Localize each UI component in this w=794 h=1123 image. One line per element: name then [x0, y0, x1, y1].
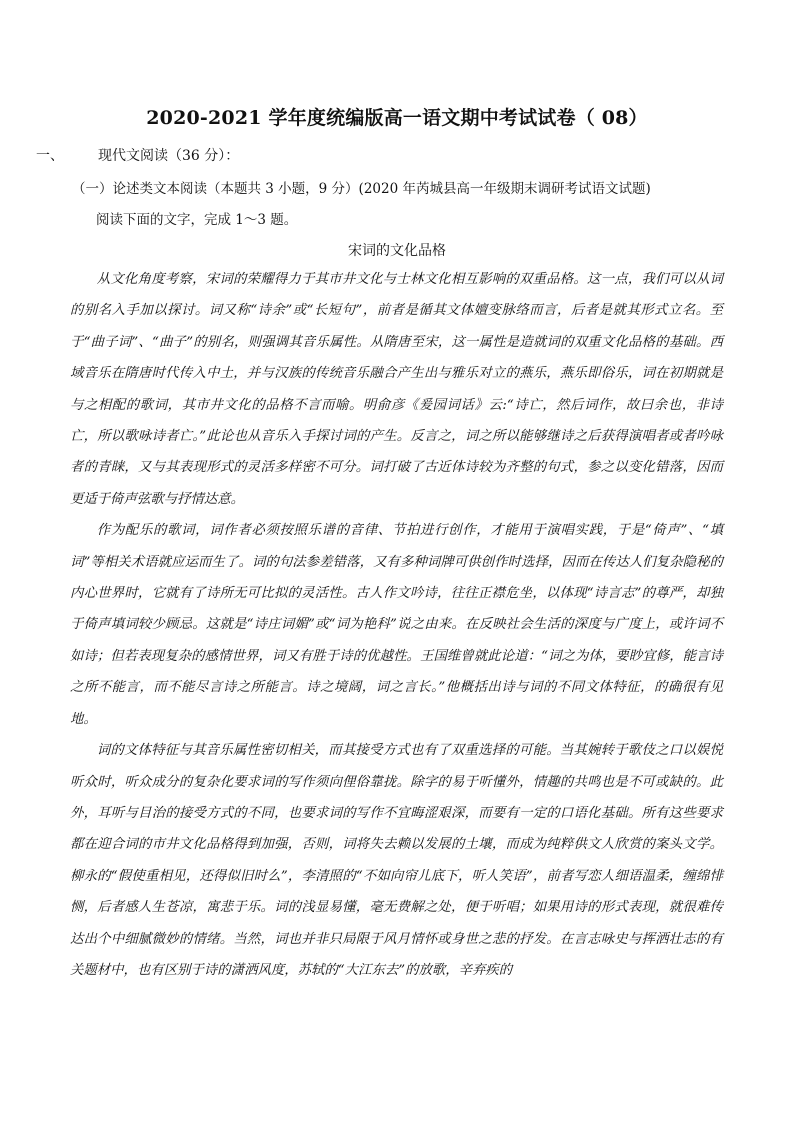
section-heading	[36, 145, 239, 165]
article-paragraph: 词的文体特征与其音乐属性密切相关，而其接受方式也有了双重选择的可能。当其婉转于歌伎之口以娱悦听众时，听众成分的复杂化要求词的写作须向俚俗靠拢。除字的易于听懂外，情趣的共鸣也是不可或缺的。此外，耳听与目治的接受方式的不同，也要求词的写作不宜晦涩艰深，而要有一定的口语化基础。所有这些要求都在迎合词的市井文化品格得到加强，否则，词将失去赖以发展的土壤，而成为纯粹供文人欣赏的案头文学。柳永的“假使重相见，还得似旧时么”，李清照的“不如向帘儿底下，听人笑语”，前者写恋人细语温柔，缠绵悱恻，后者感人生苍凉，寓悲于乐。词的浅显易懂，毫无费解之处，便于听唱；如果用诗的形式表现，就很难传达出个中细腻微妙的情绪。当然，词也并非只局限于风月情怀或身世之悲的抒发。在言志咏史与挥洒壮志的有关题材中，也有区别于诗的潇洒风度，苏轼的“大江东去”的放歌，辛弃疾的	[70, 743, 723, 978]
document-title: 2020-2021 学年度统编版高一语文期中考试试卷（ 08）	[146, 107, 648, 129]
article-paragraph: 从文化角度考察，宋词的荣耀得力于其市井文化与士林文化相互影响的双重品格。这一点，我们可以从词的别名入手加以探讨。词又称“诗余”或“长短句”，前者是循其文体嬗变脉络而言，后者是就其形式立名。至于“曲子词”、“曲子”的别名，则强调其音乐属性。从隋唐至宋，这一属性是造就词的双重文化品格的基础。西域音乐在隋唐时代传入中土，并与汉族的传统音乐融合产生出与雅乐对立的燕乐，燕乐即俗乐，词在初期就是与之相配的歌词，其市井文化的品格不言而喻。明俞彦《爰园词话》云:“诗亡，然后词作，故曰余也，非诗亡，所以歌咏诗者亡。”此论也从音乐入手探讨词的产生。反言之，词之所以能够继诗之后获得演唱者或者吟咏者的青睐，又与其表现形式的灵活多样密不可分。词打破了古近体诗较为齐整的句式，参之以变化错落，因而更适于倚声弦歌与抒情达意。	[70, 272, 723, 507]
article-paragraph: 作为配乐的歌词，词作者必须按照乐谱的音律、节拍进行创作，才能用于演唱实践，于是“倚声”、“填词”等相关术语就应运而生了。词的句法参差错落，又有多种词牌可供创作时选择，因而在传达人们复杂隐秘的内心世界时，它就有了诗所无可比拟的灵活性。古人作文吟诗，往往正襟危坐，以体现“诗言志”的尊严，却独于倚声填词较少顾忌。这就是“诗庄词媚”或“词为艳科”说之由来。在反映社会生活的深度与广度上，或许词不如诗；但若表现复杂的感情世界，词又有胜于诗的优越性。王国维曾就此论道：“词之为体，要眇宜修，能言诗之所不能言，而不能尽言诗之所能言。诗之境阔，词之言长。”他概括出诗与词的不同文体特征，的确很有见地。	[70, 523, 723, 727]
subsection-heading: （一）论述类文本阅读（本题共 3 小题，9 分）(2020 年芮城县高一年级期末调研考试语文试题)	[72, 181, 651, 197]
article-title: 宋词的文化品格	[348, 243, 446, 259]
section-number: 一、	[36, 148, 64, 164]
section-label: 现代文阅读（36 分）：	[98, 148, 240, 164]
reading-instruction: 阅读下面的文字，完成 1～3 题。	[96, 212, 298, 228]
article-body	[70, 264, 723, 986]
